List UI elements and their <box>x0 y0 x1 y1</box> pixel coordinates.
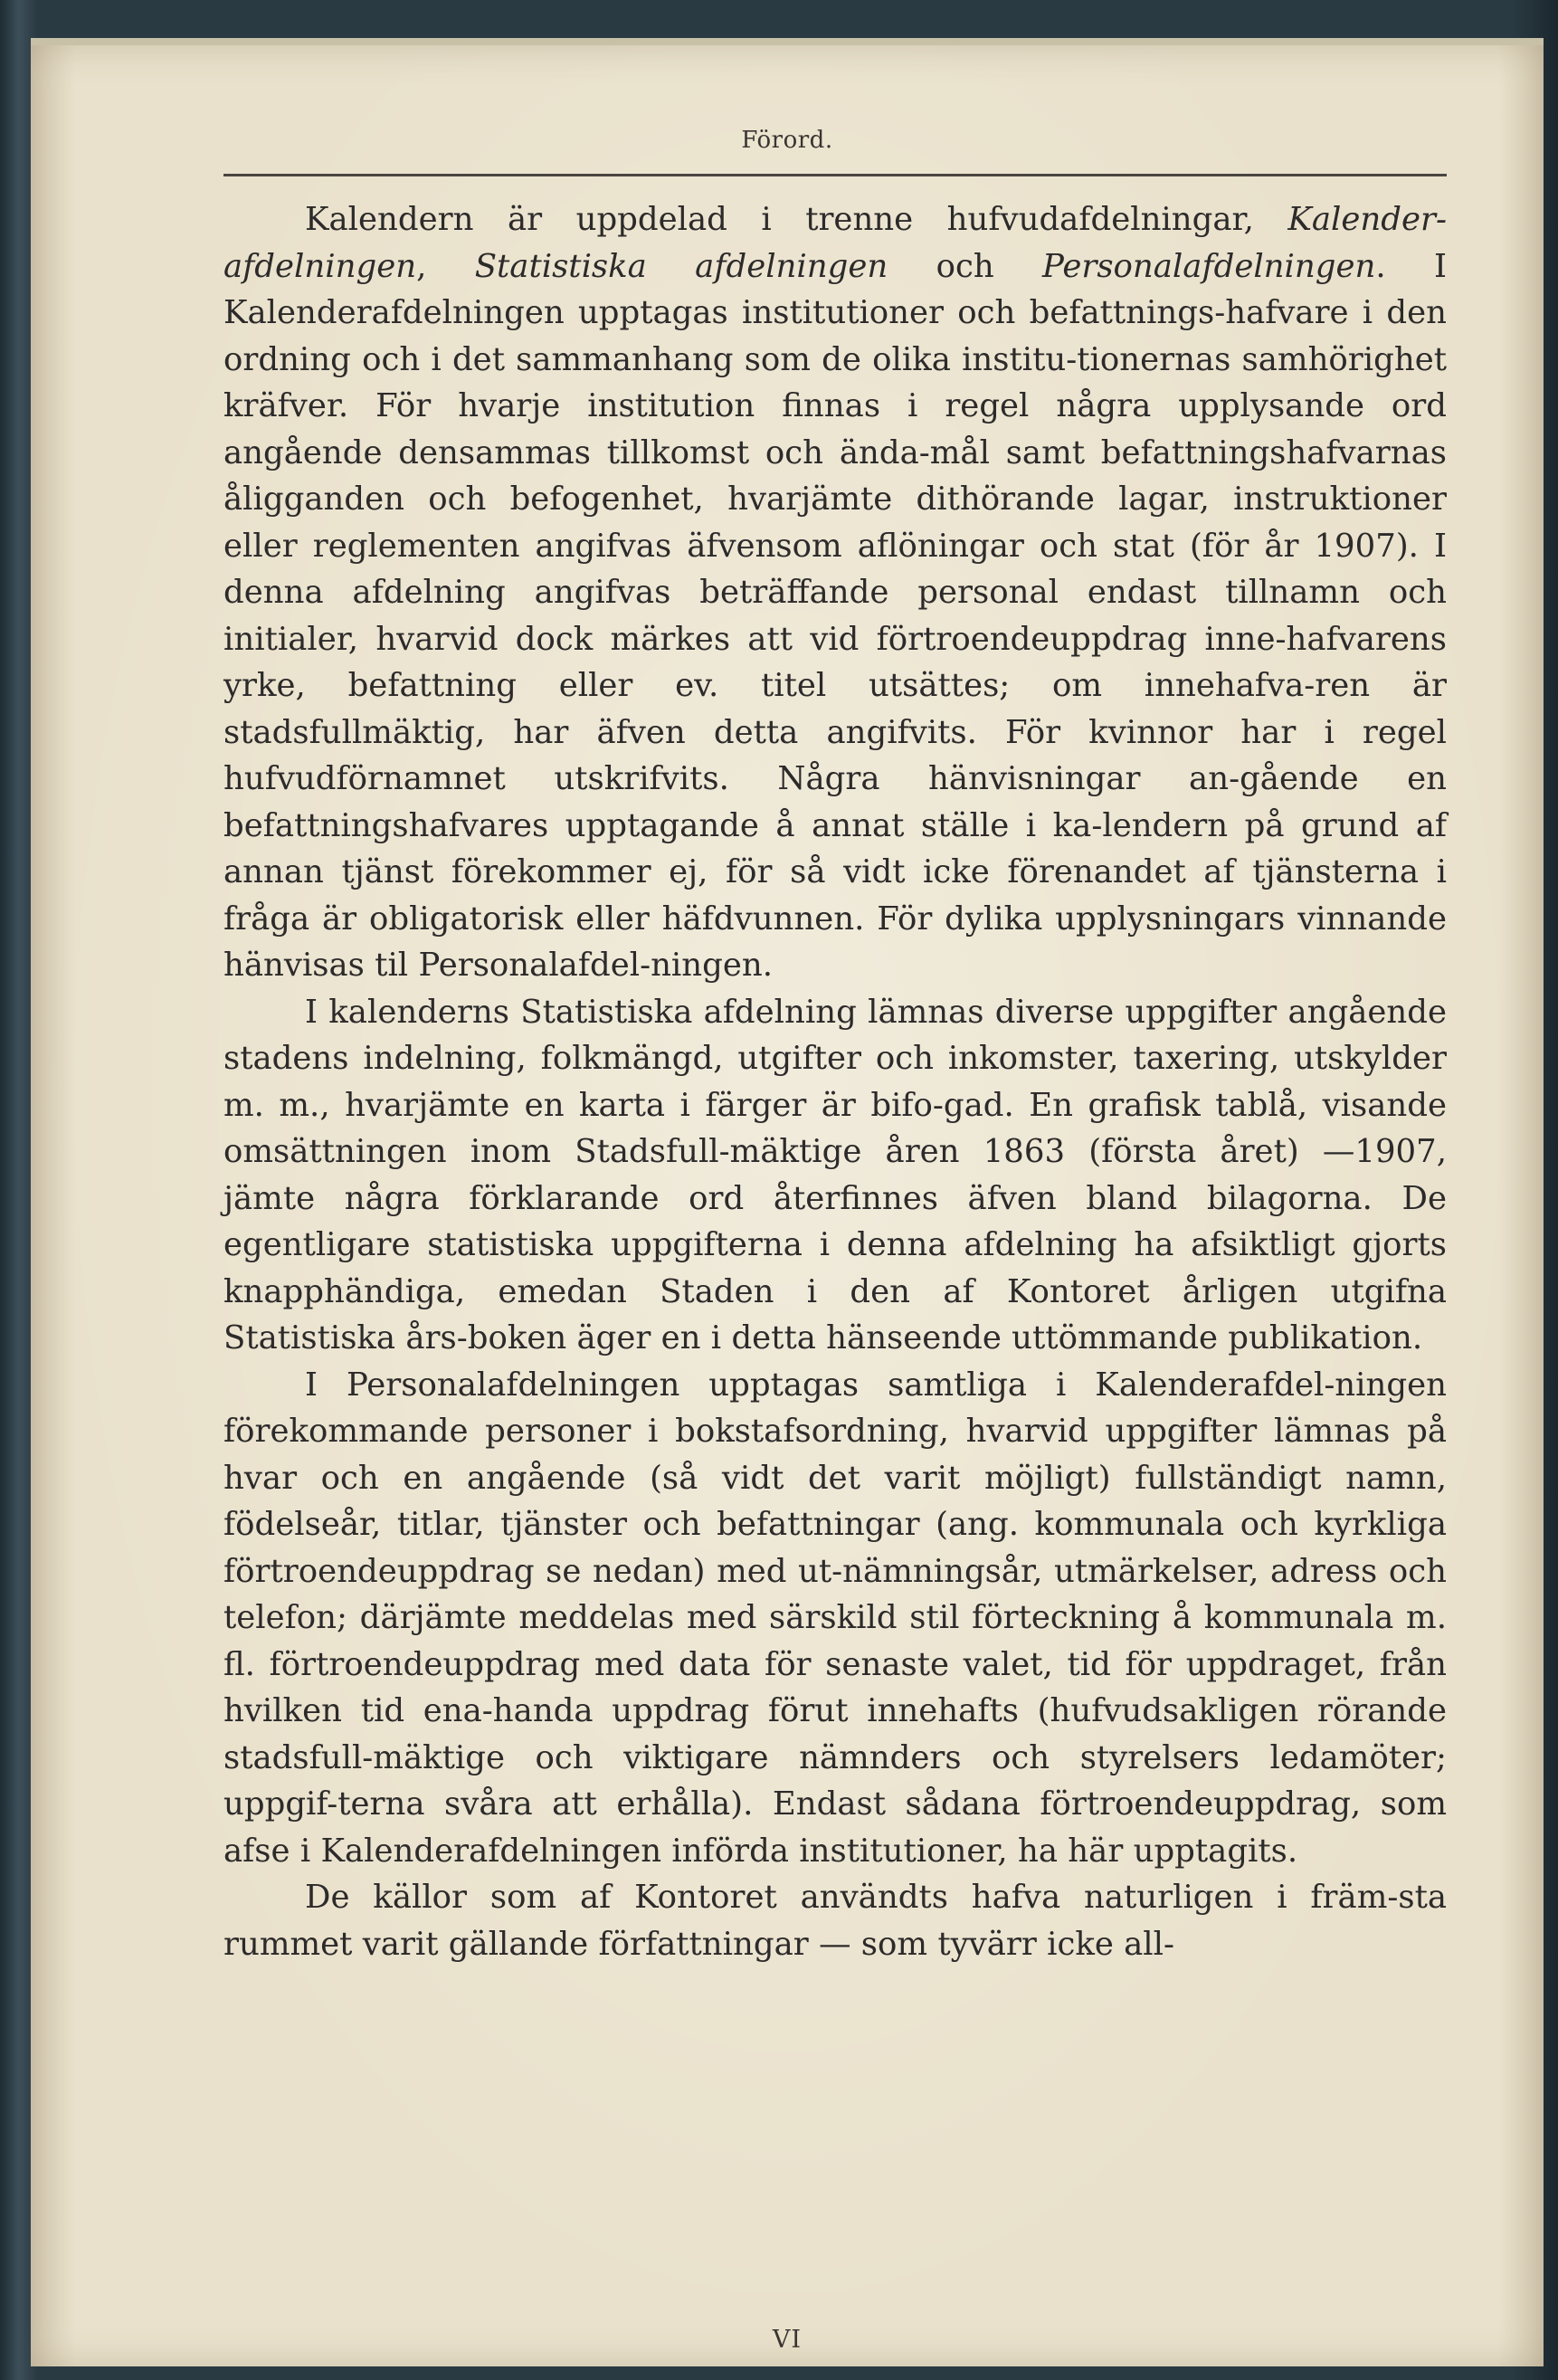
paragraph-1-text: Kalendern är uppdelad i trenne hufvudafdelningar, <box>305 201 1288 238</box>
paragraph-1-body: . I Kalenderafdelningen upptagas institutioner och befattnings-hafvare i den ordning och i det sammanhang som de olika institu-tionernas samhörighet kräfver. För hvarje institution finnas i regel några upplysande ord angående densammas tillkomst och ända-mål samt befattningshafvarnas åligganden och befogenhet, hvarjämte dithörande lagar, instruktioner eller reglementen angifvas äfvensom aflöningar och stat (för år 1907). I denna afdelning angifvas beträffande personal endast tillnamn och initialer, hvarvid dock märkes att vid förtroendeuppdrag inne-hafvarens yrke, befattning eller ev. titel utsättes; om innehafva-ren är stadsfullmäktig, har äfven detta angifvits. För kvinnor har i regel hufvudförnamnet utskrifvits. Några hänvisningar an-gående en befattningshafvares upptagande å annat ställe i ka-lendern på grund af annan tjänst förekommer ej, för så vidt icke förenandet af tjänsterna i fråga är obligatorisk eller häfdvunnen. För dylika upplysningars vinnande hänvisas til Personalafdel-ningen. <box>223 247 1448 984</box>
page-number: VI <box>772 2326 803 2354</box>
connector-text: och <box>888 247 1043 285</box>
italic-term: Kalender-afdelningen <box>223 201 1447 285</box>
italic-term: Personalafdelningen <box>1042 247 1376 285</box>
punctuation: , <box>416 247 475 285</box>
paragraph-2: I kalenderns Statistiska afdelning lämnas diverse uppgifter angående stadens indelning, folkmängd, utgifter och inkomster, taxering, utskylder m. m., hvarjämte en karta i färger är bifo-gad. En grafisk tablå, visande omsättningen inom Stadsfull-mäktige åren 1863 (första året) —1907, jämte några förklarande ord återfinnes äfven bland bilagorna. De egentligare statistiska uppgifterna i denna afdelning ha afsiktligt gjorts knapphändiga, emedan Staden i den af Kontoret årligen utgifna Statistiska års-boken äger en i detta hänseende uttömmande publikation. <box>223 993 1447 1357</box>
italic-term: Statistiska afdelningen <box>474 247 888 285</box>
paragraph-3: I Personalafdelningen upptagas samtliga i Kalenderafdel-ningen förekommande personer i bokstafsordning, hvarvid uppgifter lämnas på hvar och en angående (så vidt det varit möjligt) fullständigt namn, födelseår, titlar, tjänster och befattningar (ang. kommunala och kyrkliga förtroendeuppdrag se nedan) med ut-nämningsår, utmärkelser, adress och telefon; därjämte meddelas med särskild stil förteckning å kommunala m. fl. förtroendeuppdrag med data för senaste valet, tid för uppdraget, från hvilken tid ena-handa uppdrag förut innehafts (hufvudsakligen rörande stadsfull-mäktige och viktigare nämnders och styrelsers ledamöter; uppgif-terna svåra att erhålla). Endast sådana förtroendeuppdrag, som afse i Kalenderafdelningen införda institutioner, ha här upptagits. <box>223 1366 1447 1870</box>
body-text <box>223 196 1447 1967</box>
running-title: Förord. <box>741 127 833 154</box>
book-page <box>31 45 1544 2366</box>
paragraph-1 <box>223 196 1447 989</box>
header-rule <box>223 174 1447 176</box>
paragraph-4: De källor som af Kontoret användts hafva naturligen i främ-sta rummet varit gällande författningar — som tyvärr icke all- <box>223 1879 1447 1963</box>
